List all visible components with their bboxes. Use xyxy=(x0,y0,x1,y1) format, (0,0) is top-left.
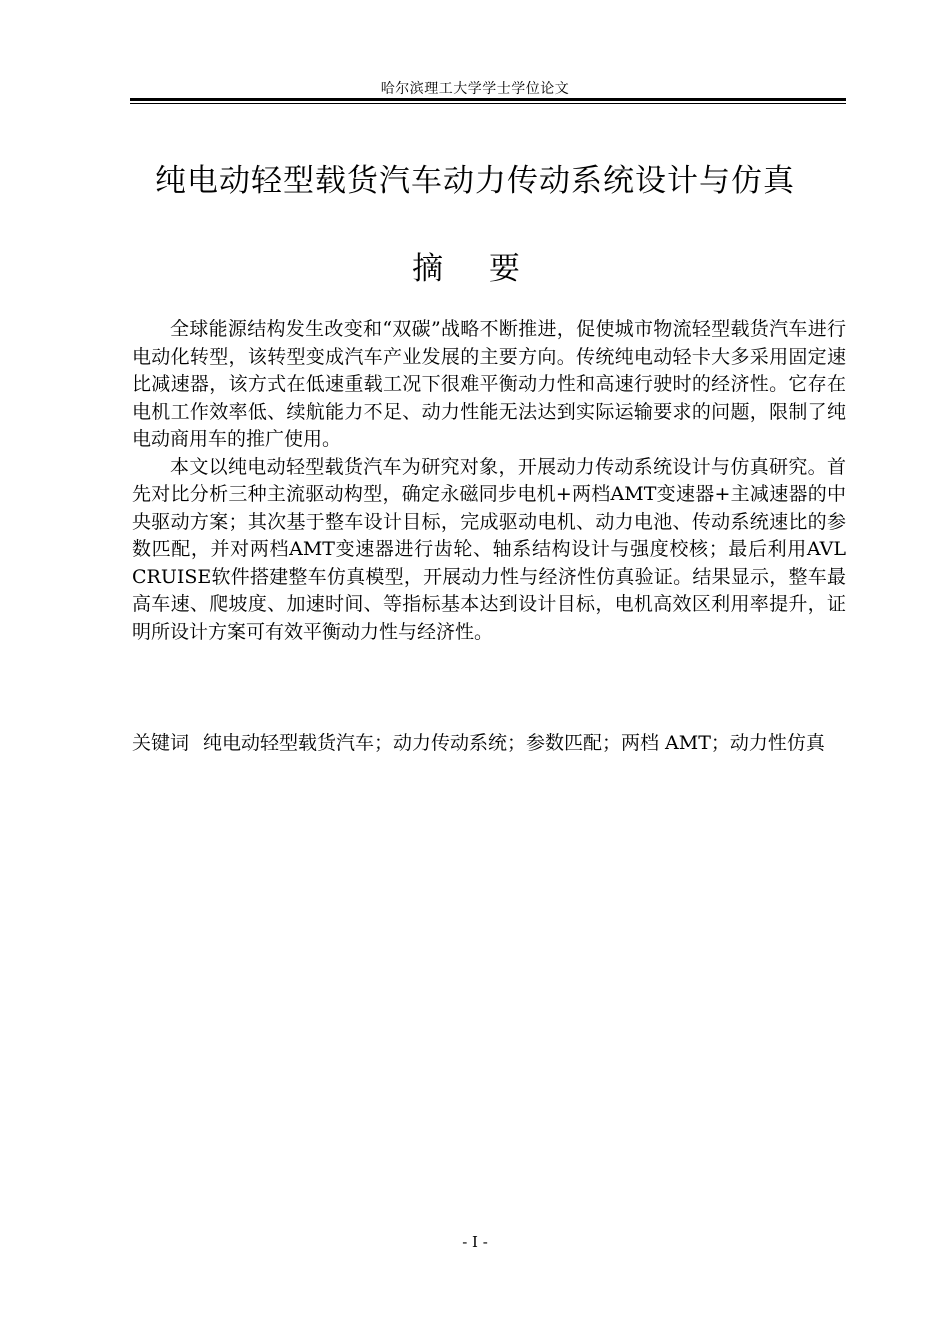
abstract-paragraph-2: 本文以纯电动轻型载货汽车为研究对象，开展动力传动系统设计与仿真研究。首先对比分析三种主流驱动构型，确定永磁同步电机+两档AMT变速器+主减速器的中央驱动方案；其次基于整车设计目标，完成驱动电机、动力电池、传动系统速比的参数匹配，并对两档AMT变速器进行齿轮、轴系结构设计与强度校核；最后利用AVL CRUISE软件搭建整车仿真模型，开展动力性与经济性仿真验证。结果显示，整车最高车速、爬坡度、加速时间、等指标基本达到设计目标，电机高效区利用率提升，证明所设计方案可有效平衡动力性与经济性。 xyxy=(132,455,846,643)
abstract-body xyxy=(132,316,846,646)
keywords-label: 关键词 xyxy=(132,732,190,754)
thesis-title: 纯电动轻型载货汽车动力传动系统设计与仿真 xyxy=(155,163,795,199)
page-number: - I - xyxy=(462,1233,488,1251)
abstract-paragraph-1: 全球能源结构发生改变和“双碳”战略不断推进，促使城市物流轻型载货汽车进行电动化转型，该转型变成汽车产业发展的主要方向。传统纯电动轻卡大多采用固定速比减速器，该方式在低速重载工况下很难平衡动力性和高速行驶时的经济性。它存在电机工作效率低、续航能力不足、动力性能无法达到实际运输要求的问题，限制了纯电动商用车的推广使用。 xyxy=(132,318,846,450)
abstract-heading: 摘 要 xyxy=(412,251,538,287)
keywords-text: 纯电动轻型载货汽车；动力传动系统；参数匹配；两档 AMT；动力性仿真 xyxy=(203,732,825,754)
keywords-block xyxy=(132,730,846,758)
header-rule-thick xyxy=(130,98,846,101)
header-rule-thin xyxy=(130,103,846,104)
running-header: 哈尔滨理工大学学士学位论文 xyxy=(380,81,570,97)
